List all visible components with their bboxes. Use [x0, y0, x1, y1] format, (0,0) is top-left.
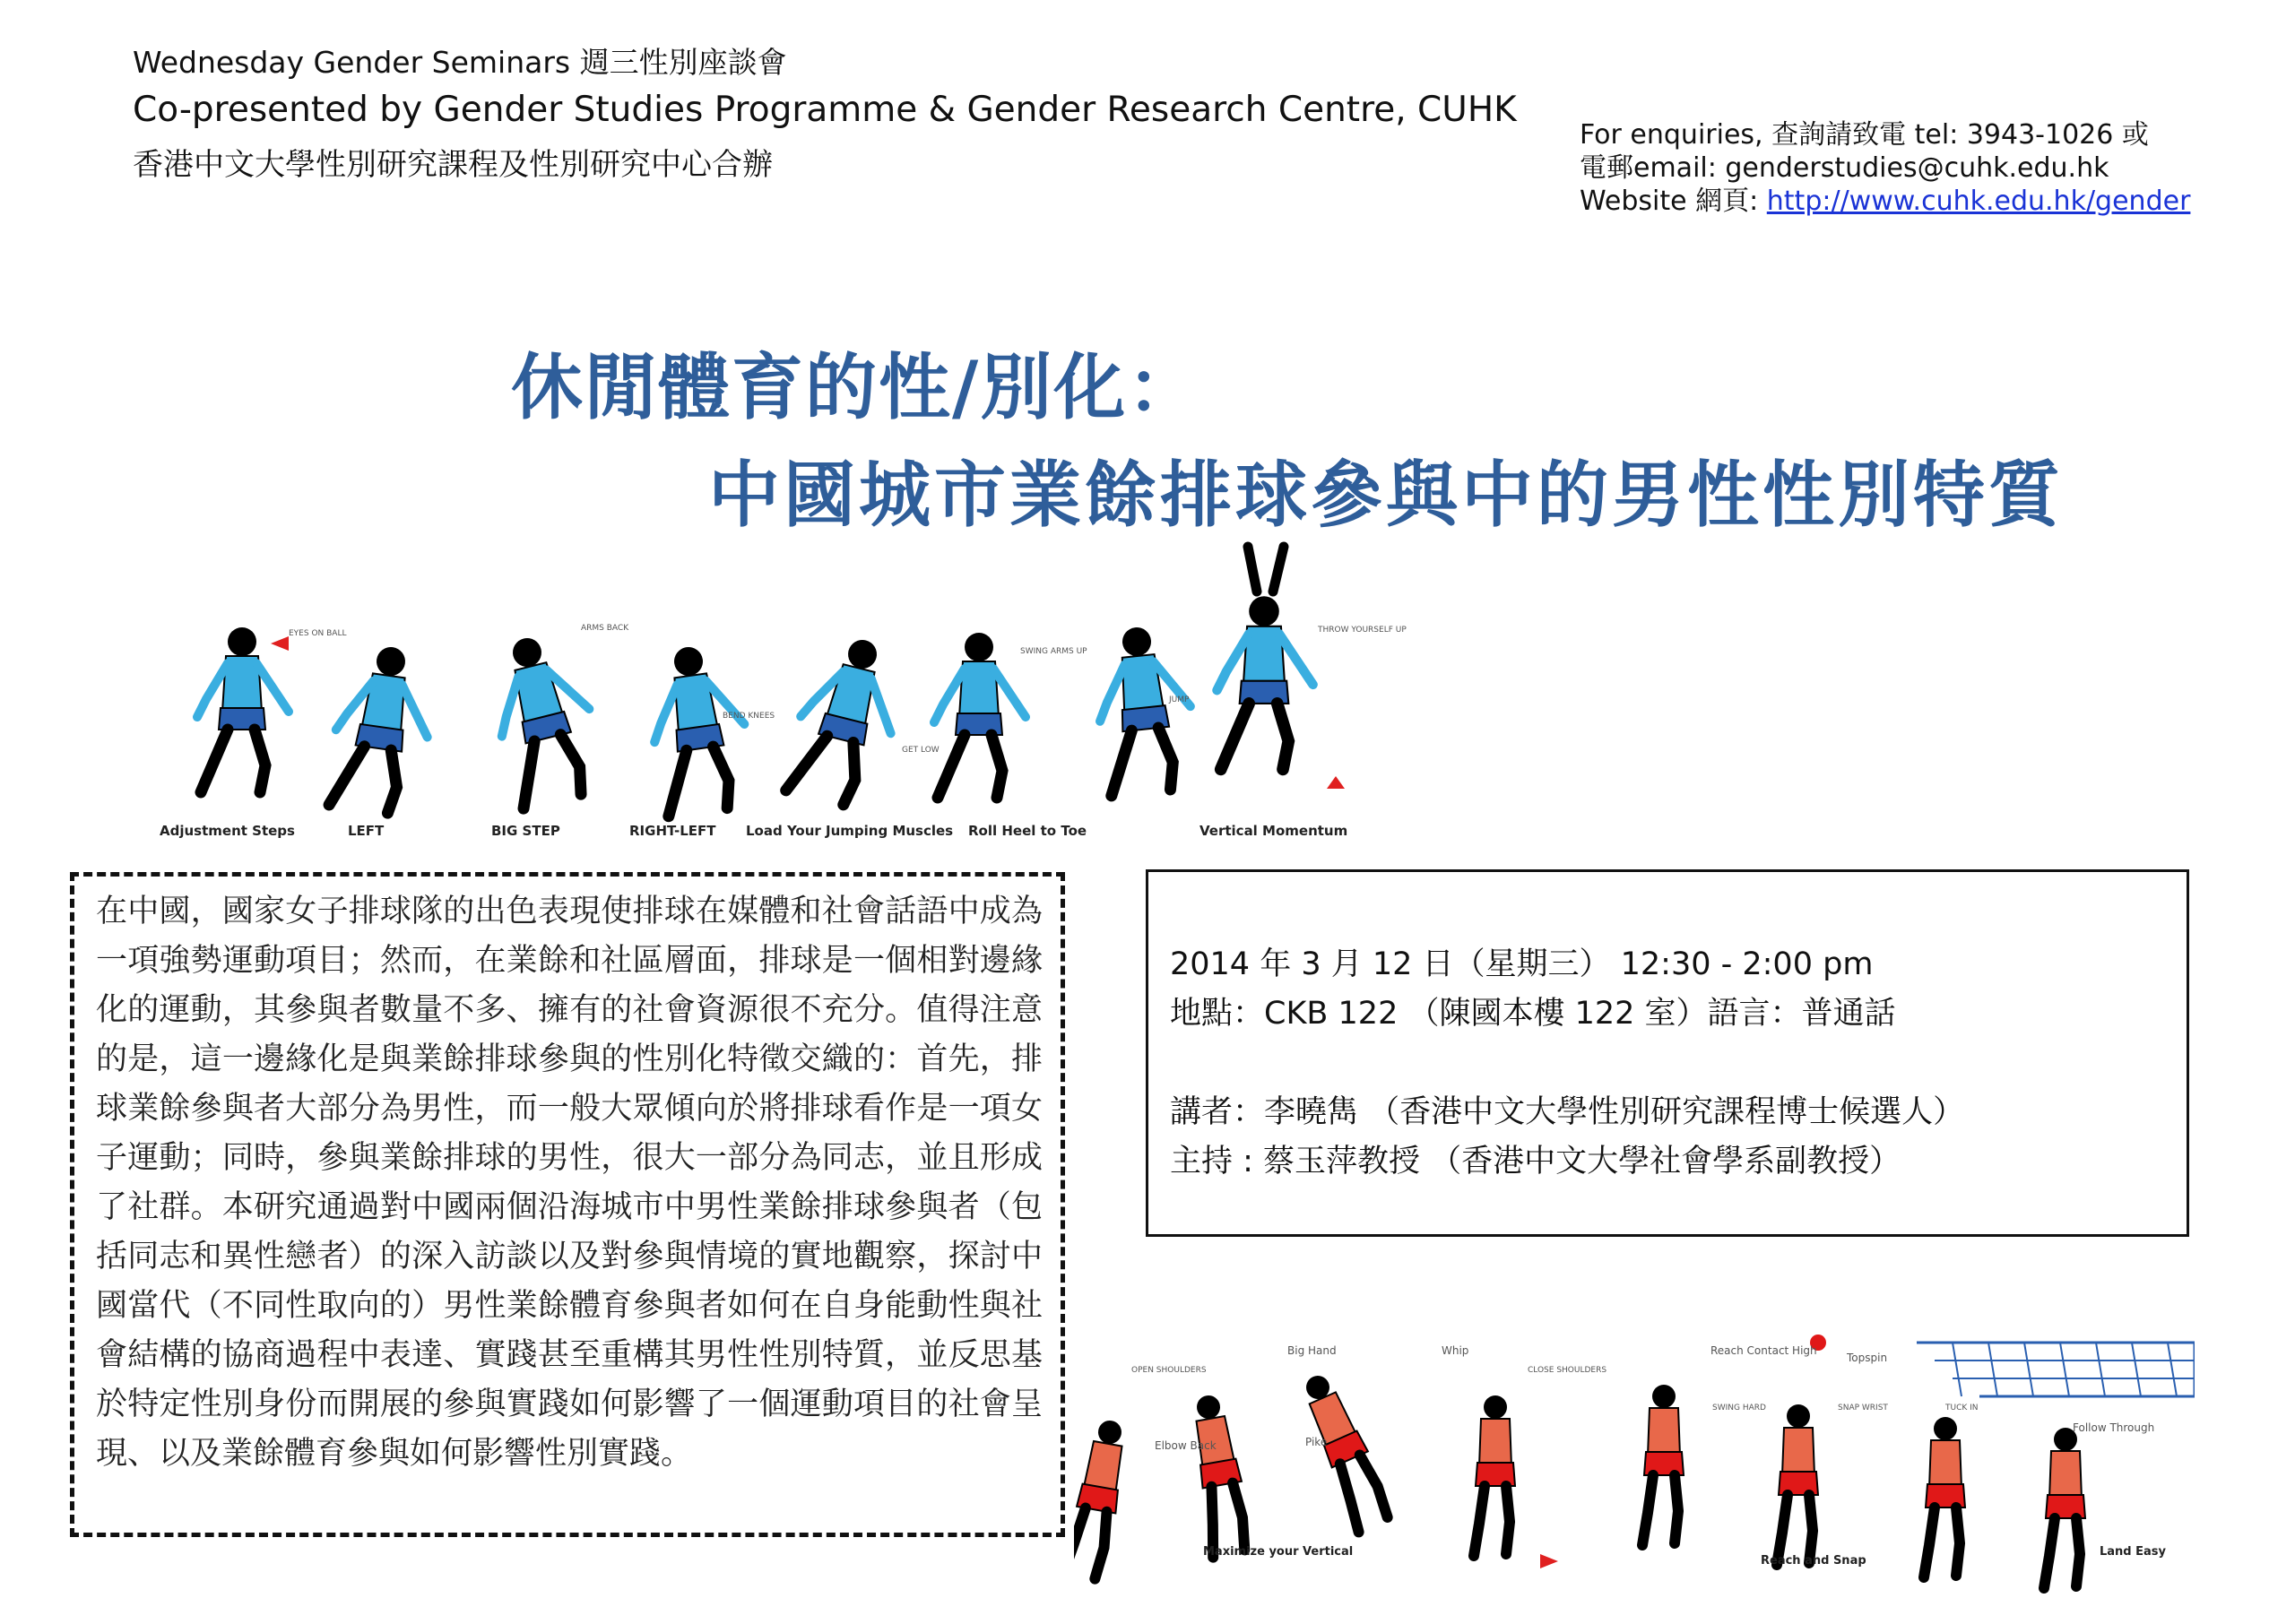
abstract-box [70, 872, 1065, 1537]
player-jump [1091, 623, 1199, 797]
red-player-6 [1777, 1404, 1818, 1565]
caption-roll: Roll Heel to Toe [968, 823, 1087, 839]
event-venue: 地點：CKB 122 （陳國本樓 122 室）語言：普通話 [1170, 996, 1896, 1032]
label-reach: Reach Contact High [1710, 1344, 1817, 1357]
red-player-5 [1642, 1385, 1684, 1545]
presenter-en: Co-presented by Gender Studies Programme & Gender Research Centre, CUHK [133, 90, 1517, 130]
enquiry-block [1580, 118, 2190, 218]
net-mesh [1935, 1343, 2195, 1396]
label-reach-snap: Reach and Snap [1761, 1554, 1866, 1568]
enquiry-email: 電郵email: genderstudies@cuhk.edu.hk [1580, 152, 2109, 184]
note-arms-back: ARMS BACK [581, 624, 629, 633]
bottom-illustration-strip [1074, 1325, 2195, 1620]
title-line-2: 中國城市業餘排球參與中的男性性別特質 [708, 454, 2064, 537]
caption-adjustment-steps: Adjustment Steps [160, 823, 295, 839]
note-snap-wrist: SNAP WRIST [1838, 1404, 1888, 1412]
note-close-shoulders: CLOSE SHOULDERS [1528, 1366, 1607, 1375]
seminar-series: Wednesday Gender Seminars 週三性別座談會 [133, 45, 787, 80]
player-big-step [481, 627, 609, 809]
note-open-shoulders: OPEN SHOULDERS [1131, 1366, 1207, 1375]
label-whip: Whip [1442, 1344, 1469, 1357]
spike-approach-figures [152, 536, 1381, 832]
player-right-left [642, 641, 756, 816]
player-roll [934, 633, 1026, 798]
caption-big-step: BIG STEP [491, 823, 560, 839]
note-jump: JUMP [1169, 695, 1190, 704]
note-swing-arms: SWING ARMS UP [1020, 647, 1087, 656]
caption-vertical: Vertical Momentum [1199, 823, 1348, 839]
event-host: 主持 : 蔡玉萍教授 （香港中文大學社會學系副教授） [1170, 1144, 1901, 1179]
presenter-zh: 香港中文大學性別研究課程及性別研究中心合辦 [133, 147, 773, 183]
label-land-easy: Land Easy [2100, 1545, 2167, 1559]
label-follow-through: Follow Through [2073, 1421, 2155, 1434]
red-player-3 [1294, 1369, 1397, 1532]
caption-left: LEFT [348, 823, 385, 839]
abstract-text: 在中國，國家女子排球隊的出色表現使排球在媒體和社會話語中成為一項強勢運動項目；然而，在業餘和社區層面，排球是一個相對邊緣化的運動，其參與者數量不多、擁有的社會資源很不充分。值得注意的是，這一邊緣化是與業餘排球參與的性別化特徵交織的：首先，排球業餘參與者大部分為男性，而一般大眾傾向於將排球看作是一項女子運動；同時，參與業餘排球的男性，很大一部分為同志，並且形成了社群。本研究通過對中國兩個沿海城市中男性業餘排球參與者（包括同志和異性戀者）的深入訪談以及對參與情境的實地觀察，探討中國當代（不同性取向的）男性業餘體育參與者如何在自身能動性與社會結構的協商過程中表達、實踐甚至重構其男性性別特質，並反思基於特定性別身份而開展的參與實踐如何影響了一個運動項目的社會呈現、以及業餘體育參與如何影響性別實踐。 [96, 894, 1043, 1472]
label-topspin: Topspin [1847, 1352, 1888, 1364]
label-maximize: Maximize your Vertical [1203, 1545, 1354, 1559]
website-label: Website 網頁: [1580, 186, 1767, 217]
note-tuck-in: TUCK IN [1945, 1404, 1979, 1412]
player-load [783, 629, 911, 811]
title-line-1: 休閒體育的性/別化： [511, 346, 1201, 429]
enquiry-website [1580, 185, 2190, 218]
player-adjustment-steps [197, 627, 289, 792]
spike-attack-figures [1074, 1325, 2195, 1620]
net-icon [1917, 1343, 2195, 1396]
note-get-low: GET LOW [902, 746, 940, 755]
caption-load: Load Your Jumping Muscles [746, 823, 954, 839]
top-illustration-strip [152, 536, 1407, 848]
note-swing-hard: SWING HARD [1712, 1404, 1766, 1412]
event-speaker: 講者：李曉雋 （香港中文大學性別研究課程博士候選人） [1170, 1094, 1965, 1130]
website-link[interactable]: http://www.cuhk.edu.hk/gender [1766, 186, 2191, 217]
red-player-1 [1074, 1417, 1131, 1582]
note-throw: THROW YOURSELF UP [1318, 626, 1407, 635]
label-big-hand: Big Hand [1287, 1344, 1337, 1357]
red-player-2 [1185, 1392, 1253, 1557]
arrow-right-icon [1540, 1554, 1558, 1568]
event-info-box [1146, 869, 2189, 1237]
arrow-eyes-icon [271, 636, 289, 651]
note-eyes: EYES ON BALL [289, 629, 347, 638]
arrow-up-icon [1327, 776, 1345, 789]
note-bend-knees: BEND KNEES [723, 712, 775, 721]
label-elbow-back: Elbow Back [1155, 1439, 1217, 1452]
event-date: 2014 年 3 月 12 日（星期三） 12:30 - 2:00 pm [1170, 946, 1874, 982]
player-left [325, 641, 439, 816]
player-vertical [1217, 547, 1313, 769]
red-player-7 [1924, 1417, 1965, 1577]
red-player-8 [2044, 1428, 2085, 1588]
enquiry-phone: For enquiries, 查詢請致電 tel: 3943-1026 或 [1580, 119, 2149, 151]
red-player-4 [1474, 1395, 1515, 1556]
label-pike: Pike [1305, 1436, 1328, 1448]
caption-right-left: RIGHT-LEFT [629, 823, 716, 839]
